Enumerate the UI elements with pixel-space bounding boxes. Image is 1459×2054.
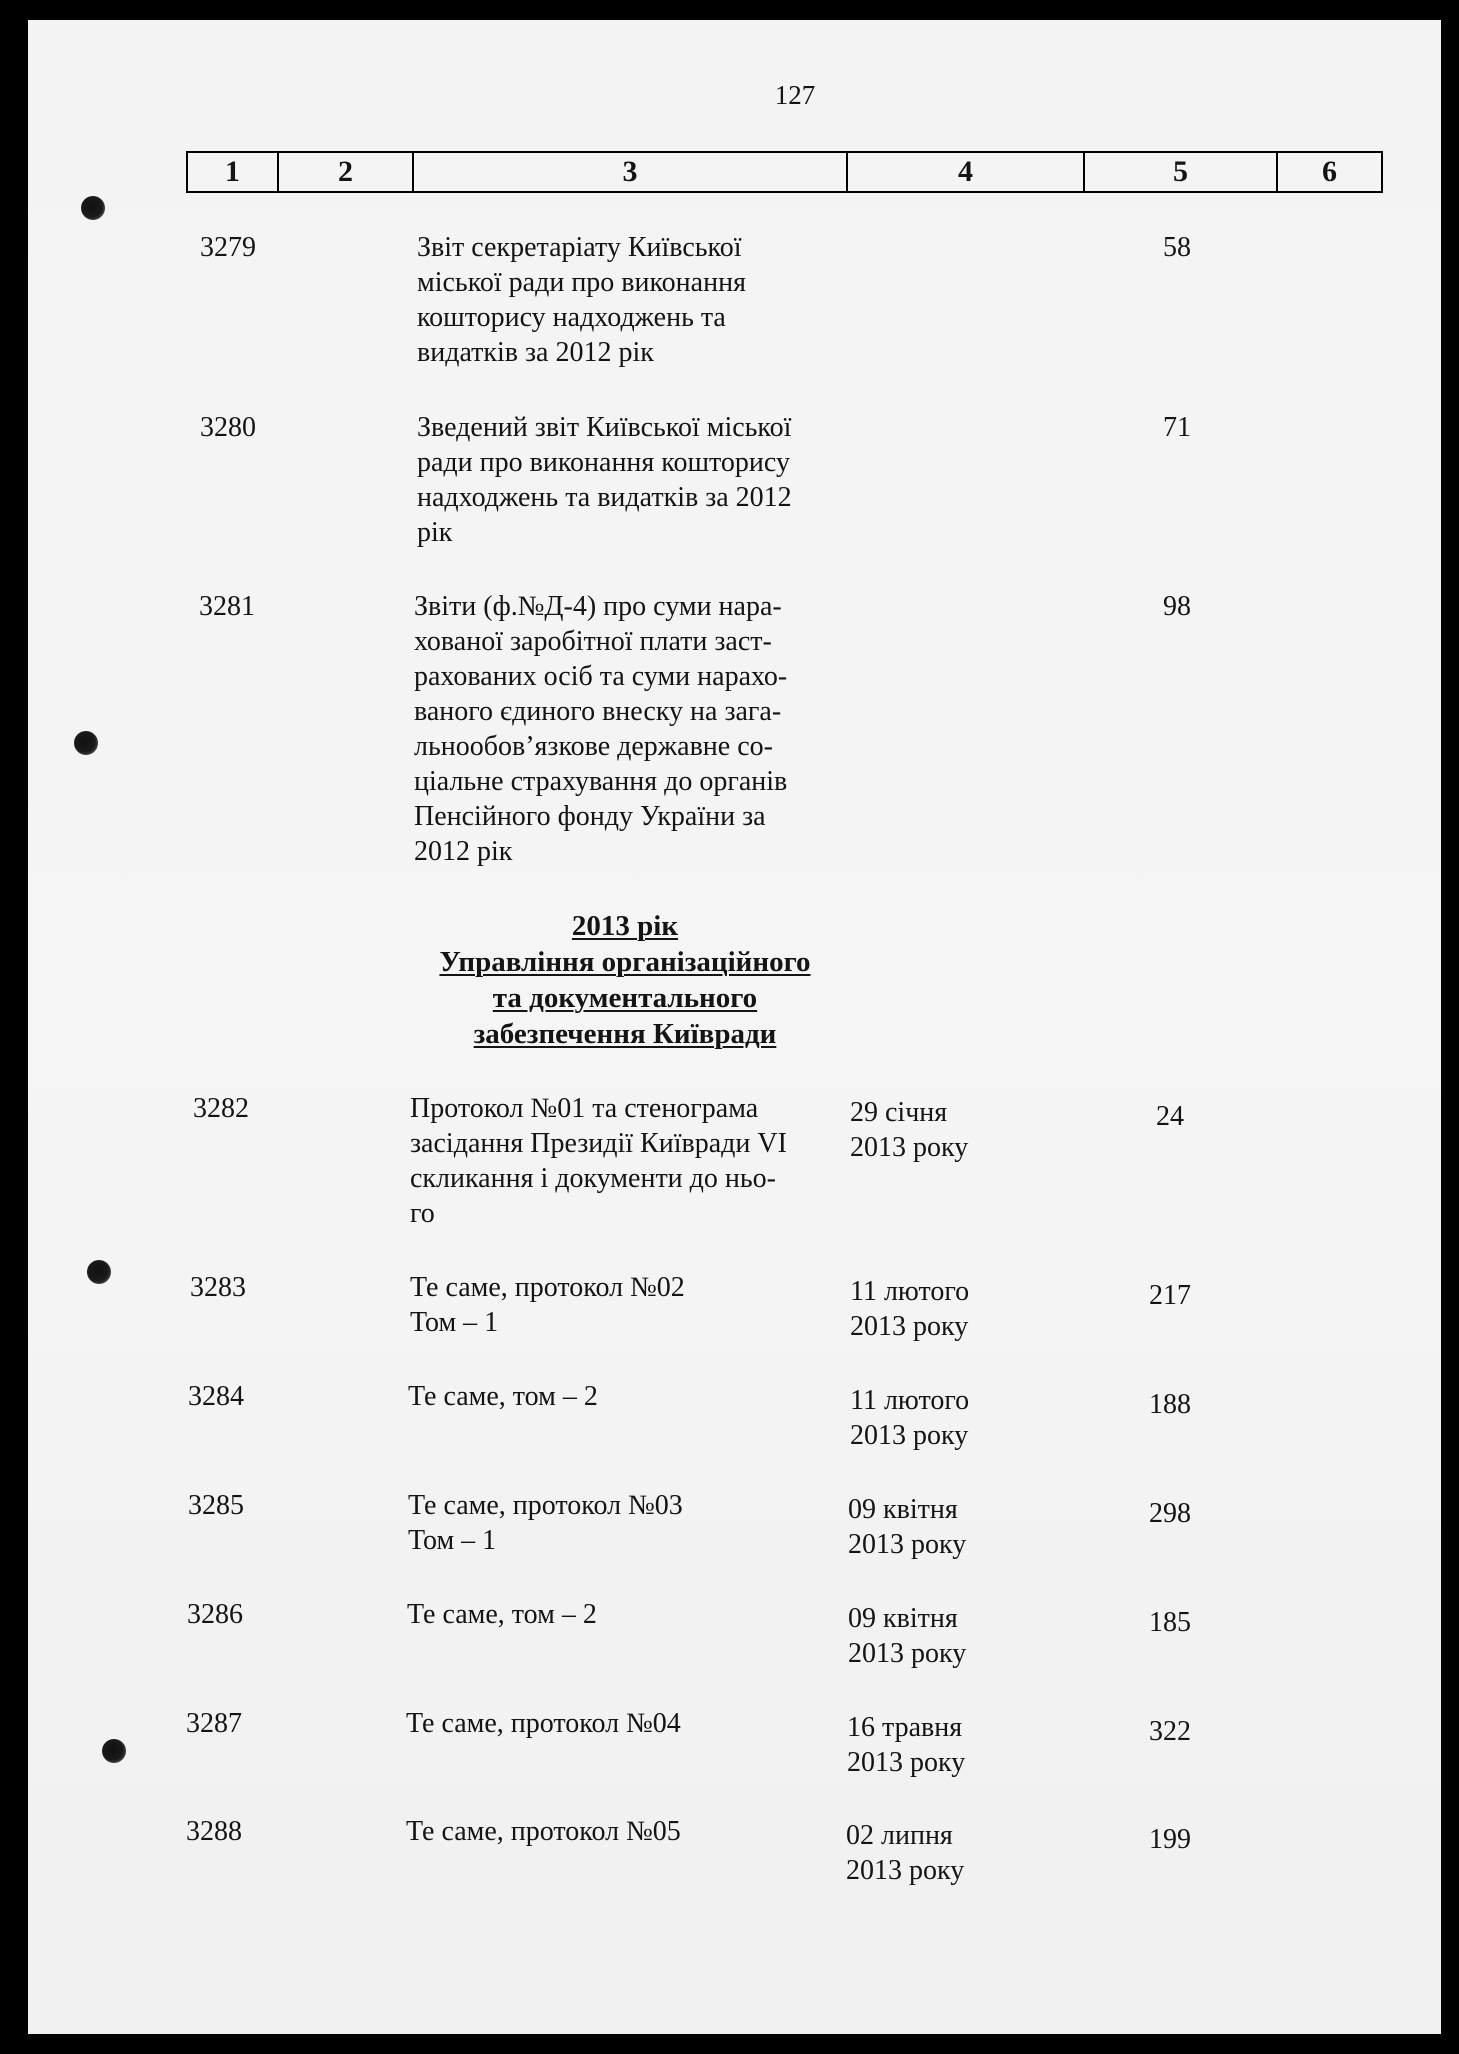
entry-sheet-count: 71 xyxy=(1163,412,1191,443)
entry-sheet-count: 188 xyxy=(1149,1389,1191,1420)
entry-date-line: 2013 року xyxy=(847,1747,966,1778)
entry-number: 3284 xyxy=(188,1381,244,1412)
entry-date-line: 2013 року xyxy=(850,1420,969,1451)
column-header-3: 3 xyxy=(414,153,848,191)
entry-description-line: Зведений звіт Київської міської xyxy=(417,412,792,443)
entry-description xyxy=(406,1814,836,1849)
entry-description-line: Те саме, протокол №04 xyxy=(406,1708,681,1739)
punch-hole xyxy=(102,1739,126,1763)
entry-date xyxy=(850,1383,1010,1453)
entry-description-line: го xyxy=(410,1198,435,1229)
entry-description-line: кошторису надходжень та xyxy=(417,302,726,333)
entry-date-line: 2013 року xyxy=(848,1638,967,1669)
entry-description-line: видатків за 2012 рік xyxy=(417,337,654,368)
entry-description-line: хованої заробітної плати заст- xyxy=(414,626,772,657)
column-header-1: 1 xyxy=(188,153,279,191)
entry-description xyxy=(406,1706,836,1741)
entry-sheet-count: 217 xyxy=(1149,1280,1191,1311)
entry-date xyxy=(847,1710,1007,1780)
entry-date xyxy=(848,1601,1008,1671)
entry-description-line: льнообов’язкове державне со- xyxy=(414,731,773,762)
entry-number: 3287 xyxy=(186,1708,242,1739)
punch-hole xyxy=(81,196,105,220)
entry-number: 3280 xyxy=(200,412,256,443)
entry-number: 3286 xyxy=(187,1599,243,1630)
entry-sheet-count: 185 xyxy=(1149,1607,1191,1638)
entry-number: 3279 xyxy=(200,232,256,263)
entry-description-line: ради про виконання кошторису xyxy=(417,447,790,478)
entry-date-line: 09 квітня xyxy=(848,1603,958,1634)
entry-description-line: Те саме, протокол №05 xyxy=(406,1816,681,1847)
entry-date xyxy=(846,1818,1006,1888)
entry-date-line: 2013 року xyxy=(848,1529,967,1560)
entry-date-line: 11 лютого xyxy=(850,1385,970,1416)
entry-description-line: ціальне страхування до органів xyxy=(414,766,788,797)
entry-description-line: надходжень та видатків за 2012 xyxy=(417,482,792,513)
entry-number: 3281 xyxy=(199,591,255,622)
punch-hole xyxy=(74,731,98,755)
entry-sheet-count: 24 xyxy=(1156,1101,1184,1132)
column-header-2: 2 xyxy=(279,153,414,191)
entry-number: 3288 xyxy=(186,1816,242,1847)
entry-number: 3283 xyxy=(190,1272,246,1303)
column-header-5: 5 xyxy=(1085,153,1278,191)
entry-description-line: рахованих осіб та суми нарахо- xyxy=(414,661,788,692)
entry-sheet-count: 322 xyxy=(1149,1716,1191,1747)
entry-description-line: Том – 1 xyxy=(408,1525,497,1556)
entry-description-line: Пенсійного фонду України за xyxy=(414,801,766,832)
entry-description-line: скликання і документи до ньо- xyxy=(410,1163,776,1194)
entry-number: 3285 xyxy=(188,1490,244,1521)
entry-description xyxy=(410,1270,840,1340)
entry-description-line: засідання Президії Київради VI xyxy=(410,1128,787,1159)
punch-hole xyxy=(87,1260,111,1284)
page-number: 127 xyxy=(774,80,816,110)
entry-date xyxy=(848,1492,1008,1562)
entry-description-line: Звіт секретаріату Київської xyxy=(417,232,742,263)
entry-description-line: 2012 рік xyxy=(414,836,513,867)
entry-date-line: 2013 року xyxy=(850,1311,969,1342)
entry-description-line: Том – 1 xyxy=(410,1307,499,1338)
entry-description-line: Те саме, том – 2 xyxy=(407,1599,597,1630)
section-heading-line: та документального xyxy=(492,982,758,1014)
entry-date-line: 29 січня xyxy=(850,1097,948,1128)
section-heading-line: Управління організаційного xyxy=(439,946,811,978)
section-heading-line: забезпечення Київради xyxy=(473,1018,777,1050)
entry-date-line: 02 липня xyxy=(846,1820,953,1851)
entry-description xyxy=(407,1597,837,1632)
entry-date-line: 2013 року xyxy=(846,1855,965,1886)
entry-description-line: ваного єдиного внеску на зага- xyxy=(414,696,782,727)
entry-description-line: Те саме, том – 2 xyxy=(408,1381,598,1412)
entry-description xyxy=(408,1379,838,1414)
entry-date xyxy=(850,1095,1010,1165)
entry-date-line: 09 квітня xyxy=(848,1494,958,1525)
column-header-4: 4 xyxy=(848,153,1085,191)
entry-description xyxy=(414,589,844,869)
entry-description-line: Звіти (ф.№Д-4) про суми нара- xyxy=(414,591,782,622)
entry-description xyxy=(417,230,847,370)
column-header-table xyxy=(186,151,1383,193)
entry-date-line: 16 травня xyxy=(847,1712,963,1743)
entry-description xyxy=(408,1488,838,1558)
section-heading xyxy=(390,908,860,1052)
entry-sheet-count: 98 xyxy=(1163,591,1191,622)
entry-number: 3282 xyxy=(193,1093,249,1124)
entry-sheet-count: 199 xyxy=(1149,1824,1191,1855)
entry-description-line: Те саме, протокол №02 xyxy=(410,1272,685,1303)
entry-description xyxy=(410,1091,840,1231)
section-heading-line: 2013 рік xyxy=(571,910,679,942)
entry-date-line: 2013 року xyxy=(850,1132,969,1163)
entry-sheet-count: 298 xyxy=(1149,1498,1191,1529)
entry-date xyxy=(850,1274,1010,1344)
entry-date-line: 11 лютого xyxy=(850,1276,970,1307)
entry-description-line: Протокол №01 та стенограма xyxy=(410,1093,759,1124)
entry-description xyxy=(417,410,847,550)
entry-description-line: рік xyxy=(417,517,453,548)
column-header-6: 6 xyxy=(1322,155,1337,188)
entry-sheet-count: 58 xyxy=(1163,232,1191,263)
entry-description-line: міської ради про виконання xyxy=(417,267,746,298)
entry-description-line: Те саме, протокол №03 xyxy=(408,1490,683,1521)
